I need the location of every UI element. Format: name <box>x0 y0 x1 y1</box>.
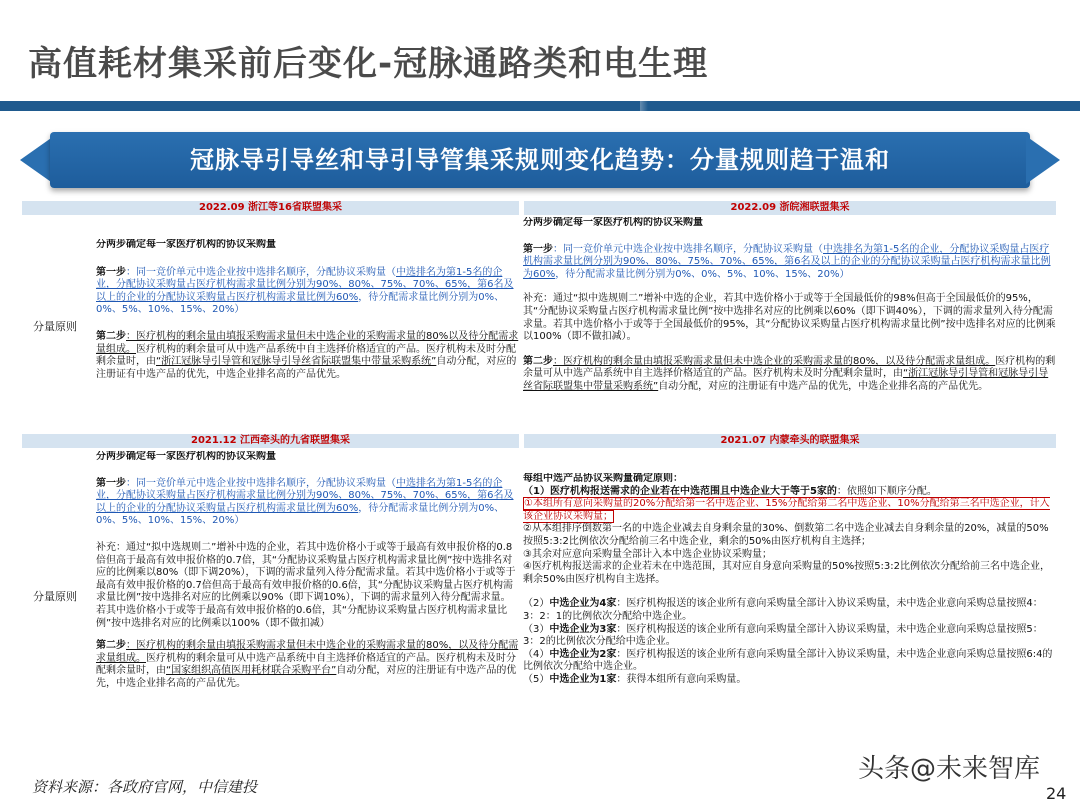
item2-bold: 中选企业为4家 <box>549 598 617 610</box>
item1-rule-d: ④医疗机构报送需求的企业若未在中选范围，其对应自身意向采购量的50%按照5:3:2比例依次分配给前三名中选企业，剩余50%由医疗机构自主选择。 <box>523 561 1051 585</box>
step2-tail: 自动分配，对应的注册证有中选产品的优先，中选企业排名高的产品优先。 <box>96 665 517 689</box>
step2-system: “浙江冠脉导引导管和冠脉导引导丝省际联盟集中带量采购系统” <box>156 356 437 368</box>
step1-tail: ，待分配需求量比例分别为0%、0%、5%、10%、15%、20%） <box>96 502 505 527</box>
step2-system: “浙江冠脉导引导管和冠脉导引导丝省际联盟集中带量采购系统” <box>523 368 1049 392</box>
step2-label: 第二步 <box>96 640 126 652</box>
cell-heading: 分两步确定每一家医疗机构的协议采购量 <box>523 217 703 228</box>
step2-underlined: ：医疗机构的剩余量由填报采购需求量但未中选企业的采购需求量的80%，以及待分配需求量组成。 <box>96 640 519 664</box>
banner-body <box>50 132 1030 188</box>
item4-bold: 中选企业为2家 <box>549 648 617 660</box>
section-banner <box>20 132 1060 188</box>
row-label-top: 分量原则 <box>33 320 77 333</box>
step1-text: ：同一竞价单元中选企业按中选排名顺序，分配协议采购量（ <box>126 477 396 489</box>
step1-ratio-link: 中选排名为第1-5名的企业，分配协议采购量占医疗机构需求量比例分别为90%、80%、75%、70%、65%，第6名及以上的企业的分配协议采购量占医疗机构需求量比例为60% <box>523 243 1051 280</box>
cell-neimenggu <box>523 473 1056 743</box>
item5-bold: 中选企业为1家 <box>549 673 617 685</box>
supplement-text: 补充：通过“拟中选规则二”增补中选的企业，若其中选价格小于或等于最高有效申报价格的0.8倍但高于最高有效申报价格的0.7倍，其“分配协议采购量占医疗机构需求量比例”按中选排名对应的比例乘以80%（即下调20%），下调的需求量列入待分配需求量。若其中选价格小于或等于最高有效申报价格的0.7倍但高于最高有效申报价格的0.6倍，其“分配协议采购量占医疗机构需求量比例”按中选排名对应的比例乘以90%（即下调10%），下调的需求量列入待分配需求量。若其中选价格小于或等于最高有效申报价格的0.6倍，其“分配协议采购量占医疗机构需求量比例”按中选排名对应的比例乘以100%（即不做扣减） <box>96 541 516 629</box>
step2-label: 第二步 <box>96 330 126 342</box>
step1-tail: ，待分配需求量比例分别为0%、0%、5%、10%、15%、20%） <box>96 291 505 316</box>
cell-heading: 每组中选产品协议采购量确定原则： <box>523 473 683 484</box>
banner-left-arrow <box>20 136 54 184</box>
step2-system: “国家组织高值医用耗材联合采购平台” <box>166 665 337 677</box>
step1-label: 第一步 <box>523 243 553 255</box>
step2-tail: 自动分配，对应的注册证有中选产品的优先，中选企业排名高的产品优先。 <box>658 380 989 392</box>
watermark-brand: @未来智库 <box>910 754 1041 784</box>
step2-text: 医疗机构的剩余量可从中选产品系统中自主选择价格适宜的产品。医疗机构未及时分配剩余量时，由 <box>96 652 516 677</box>
item2-text: ：医疗机构报送的该企业所有意向采购量全部计入协议采购量，未中选企业意向采购总量按照4：3：2：1的比例依次分配给中选企业。 <box>523 598 1043 622</box>
page-number: 24 <box>1046 784 1067 803</box>
item3-bold: 中选企业为3家 <box>549 623 617 635</box>
source-footnote: 资料来源：各政府官网，中信建投 <box>32 778 258 796</box>
step2-tail: 自动分配，对应的注册证有中选产品的优先，中选企业排名高的产品优先。 <box>96 356 517 380</box>
step1-label: 第一步 <box>96 477 126 489</box>
item1-text: ：依照如下顺序分配。 <box>836 485 937 497</box>
item5-text: ：获得本组所有意向采购量。 <box>616 673 747 685</box>
rules-table <box>22 201 1056 743</box>
cell-zhejiang-16 <box>96 239 519 429</box>
item2-label: （2） <box>523 598 550 610</box>
step2-underlined: ：医疗机构的剩余量由填报采购需求量但未中选企业的采购需求量的80%以及待分配需求量组成。 <box>96 330 519 355</box>
banner-title: 冠脉导引导丝和导引导管集采规则变化趋势：分量规则趋于温和 <box>190 146 890 174</box>
header-zhejiang-16: 2022.09 浙江等16省联盟集采 <box>22 201 519 215</box>
step2-underlined: ：医疗机构的剩余量由填报采购需求量但未中选企业的采购需求量的80%，以及待分配需求量组成。 <box>553 355 996 367</box>
header-zhe-wan-xiang: 2022.09 浙皖湘联盟集采 <box>524 201 1056 215</box>
row-label-bottom: 分量原则 <box>33 590 77 603</box>
cell-heading: 分两步确定每一家医疗机构的协议采购量 <box>96 239 276 250</box>
step2-text: 医疗机构的剩余量可从中选产品系统中自主选择价格适宜的产品。医疗机构未及时分配剩余量时，由 <box>96 343 516 368</box>
supplement-text: 补充：通过“拟中选规则二”增补中选的企业，若其中选价格小于或等于全国最低价的98%但高于全国最低价的95%，其“分配协议采购量占医疗机构需求量比例”按中选排名对应的比例乘以60%（即下调40%），下调的需求量列入待分配需求量。若其中选价格小于或等于全国最低价的95%，其“分配协议采购量占医疗机构需求量比例”按中选排名对应的比例乘以100%（即不做扣减）。 <box>523 293 1056 343</box>
item1-rule-c: ③其余对应意向采购量全部计入本中选企业协议采购量； <box>523 548 772 560</box>
item3-label: （3） <box>523 623 550 635</box>
step1-ratio-link: 中选排名为第1-5名的企业，分配协议采购量占医疗机构需求量比例分别为90%、80%、75%、70%、65%，第6名及以上的企业的分配协议采购量占医疗机构需求量比例为60% <box>96 266 514 303</box>
cell-heading: 分两步确定每一家医疗机构的协议采购量 <box>96 451 276 462</box>
item5-label: （5） <box>523 673 550 685</box>
step1-label: 第一步 <box>96 266 126 278</box>
item1-rule-a-highlight: ①本组所有意向采购量的20%分配给第一名中选企业、15%分配给第二名中选企业、10%分配给第三名中选企业，计入该企业协议采购量； <box>523 498 1050 522</box>
item1-rule-b: ②从本组排序倒数第一名的中选企业减去自身剩余量的30%、倒数第二名中选企业减去自身剩余量的20%，减量的50%按照5:3:2比例依次分配给前三名中选企业，剩余的50%由医疗机构自主选择； <box>523 523 1049 547</box>
item3-text: ：医疗机构报送的该企业所有意向采购量全部计入协议采购量，未中选企业意向采购总量按照5：3：2的比例依次分配给中选企业。 <box>523 623 1043 648</box>
step2-label: 第二步 <box>523 355 553 367</box>
step1-ratio-link: 中选排名为第1-5名的企业，分配协议采购量占医疗机构需求量比例分别为90%、80%、75%、70%、65%，第6名及以上的企业的分配协议采购量占医疗机构需求量比例为60% <box>96 477 514 514</box>
title-underline-accent <box>0 101 640 111</box>
watermark <box>858 748 1040 785</box>
item1-label: （1）医疗机构报送需求的企业若在中选范围且中选企业大于等于5家的 <box>523 485 837 497</box>
banner-right-arrow <box>1026 136 1060 184</box>
step1-tail: ，待分配需求量比例分别为0%、0%、5%、10%、15%、20%） <box>555 268 850 280</box>
watermark-prefix: 头条 <box>858 754 911 784</box>
step1-text: ：同一竞价单元中选企业按中选排名顺序，分配协议采购量（ <box>126 266 396 278</box>
page-title: 高值耗材集采前后变化-冠脉通路类和电生理 <box>28 44 709 84</box>
item4-text: ：医疗机构报送的该企业所有意向采购量全部计入协议采购量，未中选企业意向采购总量按照6:4的比例依次分配给中选企业。 <box>523 648 1053 673</box>
header-jiangxi-9: 2021.12 江西牵头的九省联盟集采 <box>22 434 519 448</box>
step2-text: 医疗机构的剩余量可从中选产品系统中自主选择价格适宜的产品。医疗机构未及时分配剩余量时，由 <box>523 355 1056 380</box>
cell-zhe-wan-xiang <box>523 217 1056 433</box>
cell-jiangxi-9 <box>96 451 519 743</box>
step1-text: ：同一竞价单元中选企业按中选排名顺序，分配协议采购量（ <box>553 243 823 255</box>
header-neimenggu: 2021.07 内蒙牵头的联盟集采 <box>524 434 1056 448</box>
item4-label: （4） <box>523 648 550 660</box>
